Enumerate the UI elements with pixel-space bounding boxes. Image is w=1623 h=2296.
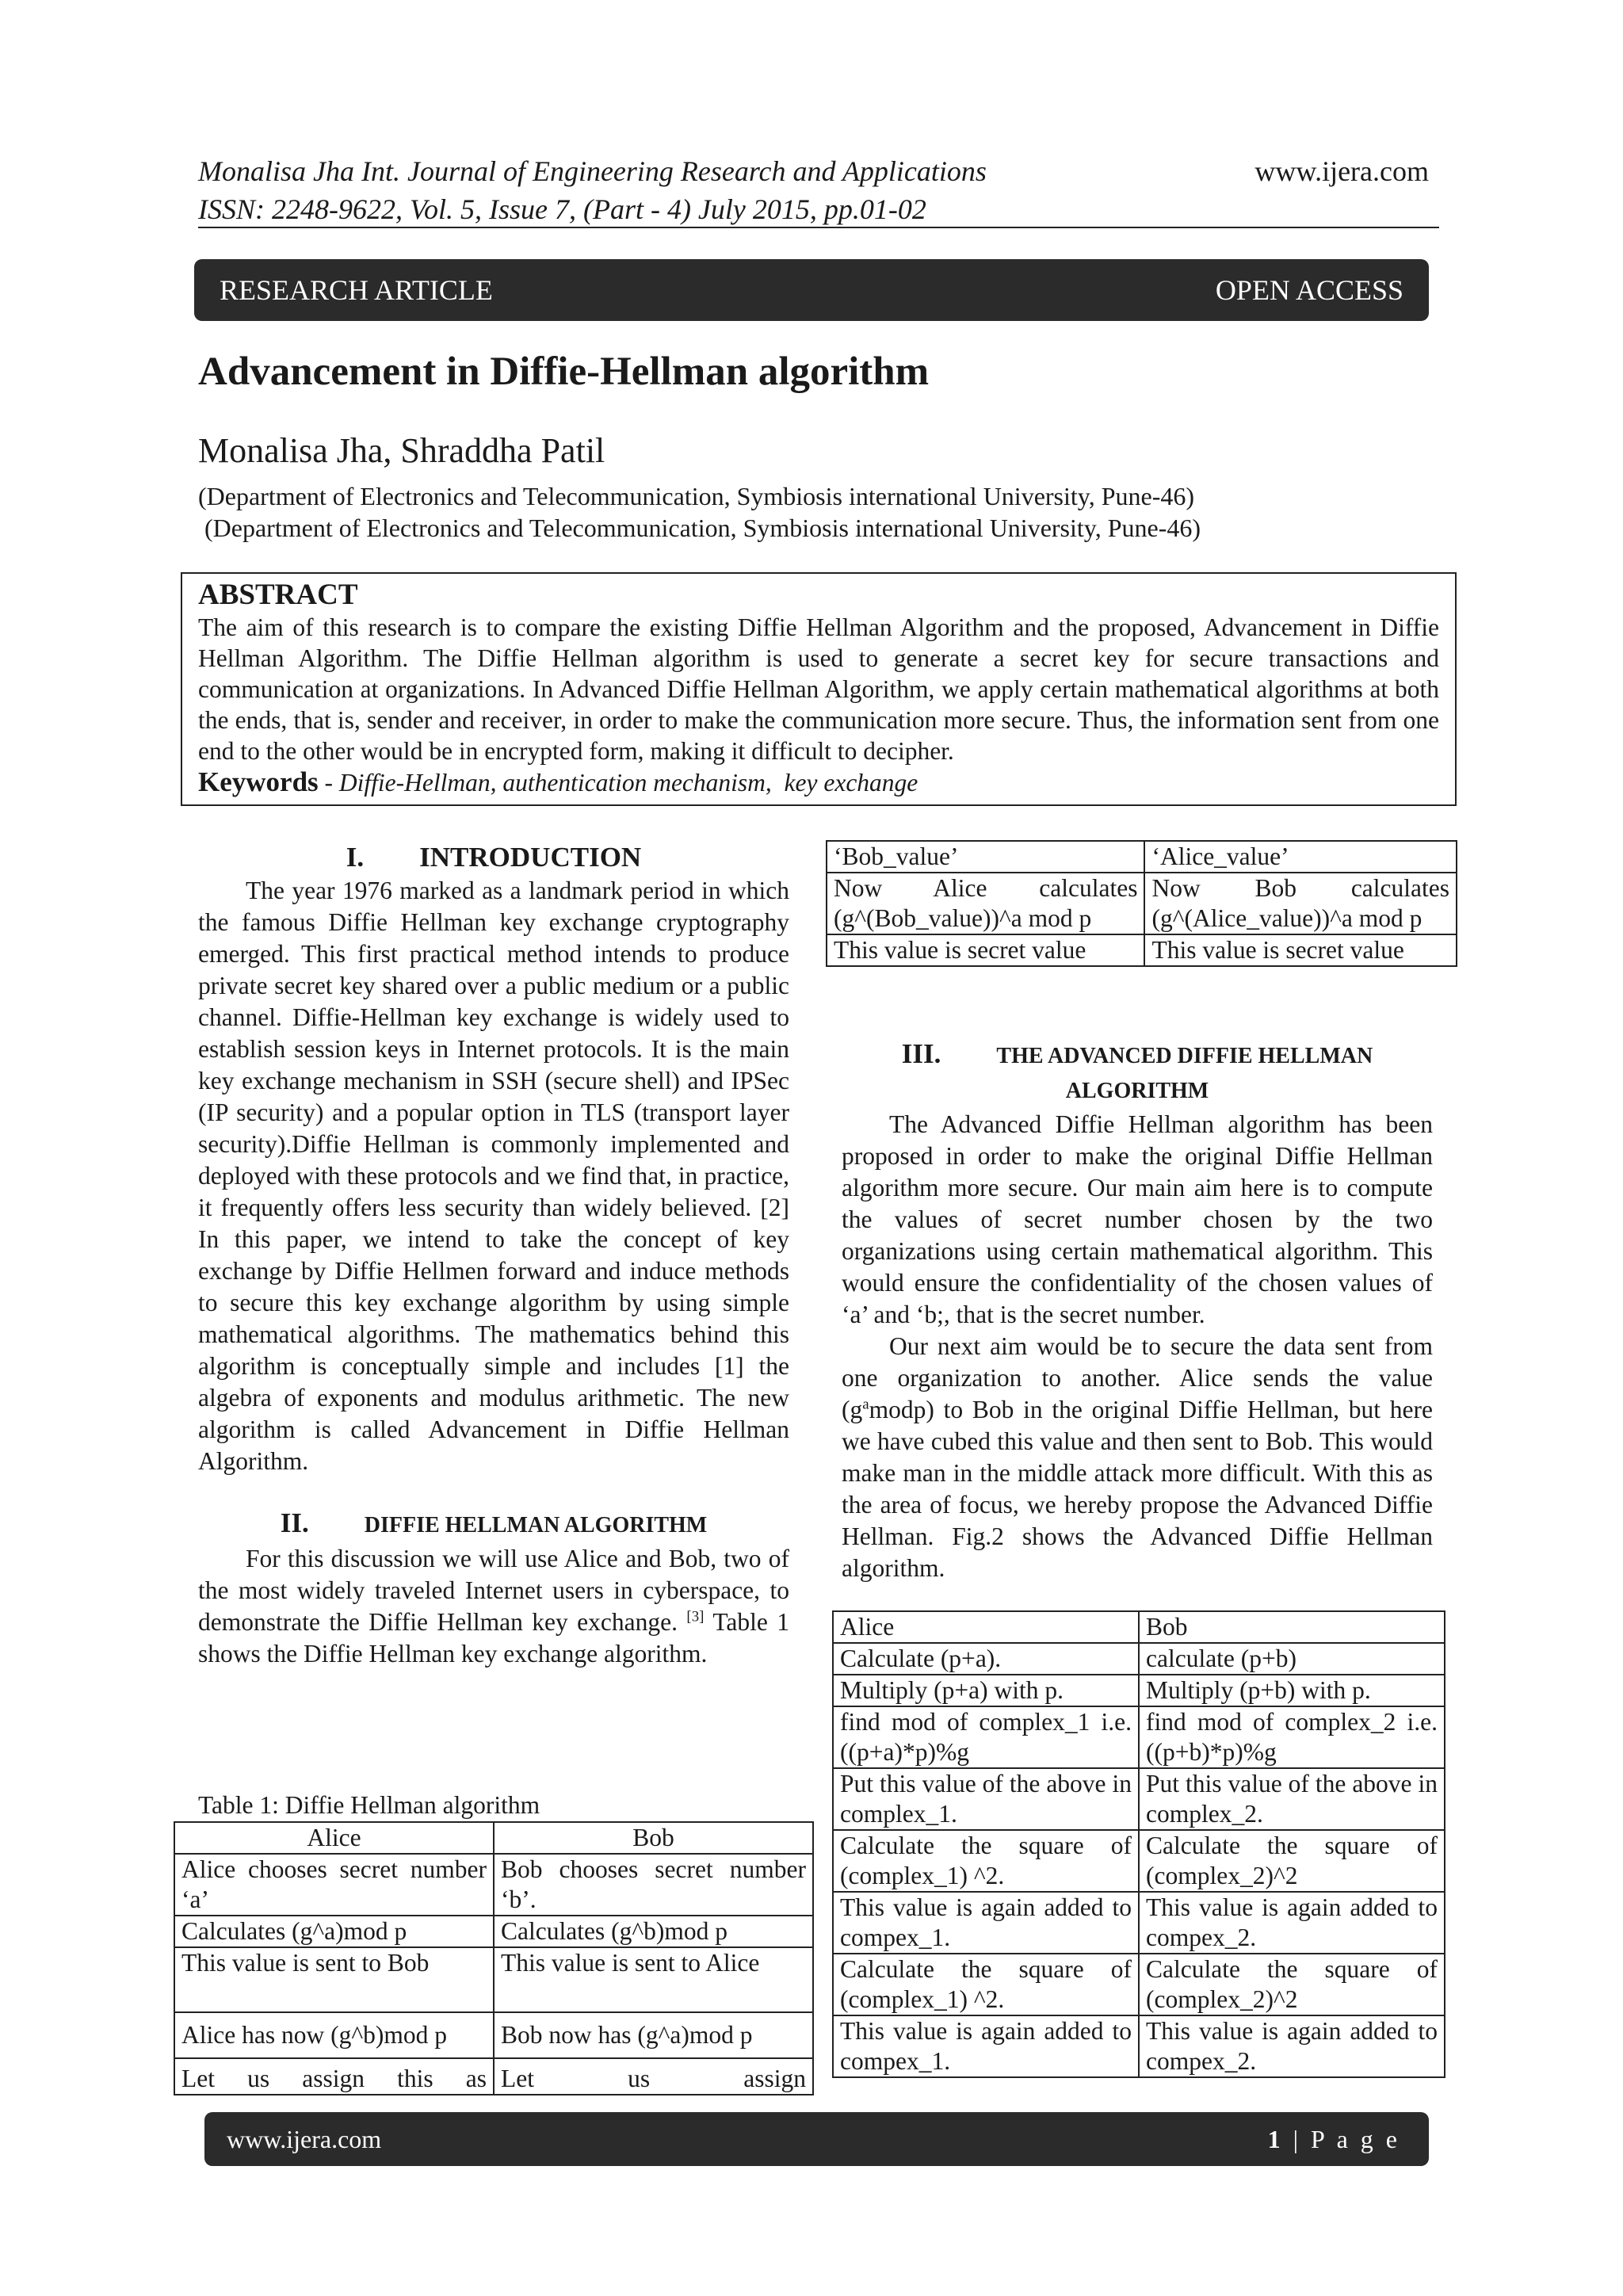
table-cell: This value is again added to compex_2. [1139, 2015, 1445, 2077]
table-cell: This value is sent to Bob [174, 1947, 494, 2012]
affiliation-2: (Department of Electronics and Telecommunication, Symbiosis international University, Pune-46) [198, 514, 1201, 542]
table-cell: find mod of complex_2 i.e.((p+b)*p)%g [1139, 1706, 1445, 1768]
adh-paragraph-2 [842, 1331, 1433, 1584]
table-row [833, 2015, 1445, 2077]
table-row [833, 1830, 1445, 1892]
journal-line-1: Monalisa Jha Int. Journal of Engineering Research and Applications [198, 155, 987, 187]
table-cell: Now Bob calculates (g^(Alice_value))^a mod p [1144, 873, 1457, 934]
research-article-label: RESEARCH ARTICLE [220, 274, 493, 306]
table-cell: Calculate the square of (complex_1) ^2. [833, 1830, 1139, 1892]
table-row [827, 873, 1457, 934]
table-row [833, 1768, 1445, 1830]
table-cell: This value is sent to Alice [494, 1947, 813, 2012]
header-divider [198, 227, 1439, 228]
table-cell: Now Alice calculates (g^(Bob_value))^a mod p [827, 873, 1144, 934]
table-row [174, 1854, 813, 1916]
left-column [198, 840, 789, 1670]
keywords-list: - Diffie-Hellman, authentication mechanism, key exchange [318, 769, 918, 797]
journal-citation [198, 152, 987, 228]
table-cell: Calculates (g^b)mod p [494, 1916, 813, 1947]
table-cell: Calculate the square of (complex_2)^2 [1139, 1954, 1445, 2015]
dh-text-cont: Table 1 shows the Diffie Hellman key exchange algorithm. [198, 1608, 790, 1668]
abstract-heading: ABSTRACT [198, 579, 358, 611]
table-row [174, 2058, 813, 2095]
table-cell: Multiply (p+b) with p. [1139, 1675, 1445, 1706]
table-row [174, 2012, 813, 2058]
table-row [833, 1643, 1445, 1675]
header-website-link[interactable]: www.ijera.com [1254, 155, 1429, 187]
dh-paragraph [198, 1543, 789, 1670]
table-header-row [174, 1822, 813, 1854]
table-cell: find mod of complex_1 i.e.((p+a)*p)%g [833, 1706, 1139, 1768]
page-footer [204, 2112, 1429, 2166]
section-number: I. [346, 842, 365, 873]
table-row [833, 1706, 1445, 1768]
table-cell: Alice has now (g^b)mod p [174, 2012, 494, 2058]
table-cell: Let us assign [494, 2058, 813, 2095]
page-number-value: 1 [1267, 2124, 1284, 2153]
table-cell: Alice chooses secret number ‘a’ [174, 1854, 494, 1916]
table-cell: Bob now has (g^a)mod p [494, 2012, 813, 2058]
table-row [827, 841, 1457, 873]
adh-paragraph-1: The Advanced Diffie Hellman algorithm has been proposed in order to make the original Diffie Hellman algorithm more secure. Our main aim here is to compute the values of secret number chosen by the two organizations using certain mathematical algorithm. This would ensure the confidentiality of the chosen values of ‘a’ and ‘b;, that is the secret number. [842, 1110, 1433, 1328]
journal-line-2: ISSN: 2248-9622, Vol. 5, Issue 7, (Part - 4) July 2015, pp.01-02 [198, 193, 926, 225]
table-cell: Calculate the square of (complex_2)^2 [1139, 1830, 1445, 1892]
table-cell: Bob chooses secret number ‘b’. [494, 1854, 813, 1916]
keywords-line [198, 766, 1439, 799]
table1-continued [826, 840, 1457, 967]
intro-paragraph: The year 1976 marked as a landmark period in which the famous Diffie Hellman key exchange cryptography emerged. This first practical method intends to produce private secret key shared over a public medium or a public channel. Diffie-Hellman key exchange is widely used to establish session keys in Internet protocols. It is the main key exchange mechanism in SSH (secure shell) and IPSec (IP security) and a popular option in TLS (transport layer security).Diffie Hellman is commonly implemented and deployed with these protocols and we find that, in practice, it frequently offers less security than widely believed. [2] In this paper, we intend to take the concept of key exchange by Diffie Hellmen forward and induce methods to secure this key exchange algorithm by using simple mathematical algorithms. The mathematics behind this algorithm is conceptually simple and includes [1] the algebra of exponents and modulus arithmetic. The new algorithm is called Advancement in Diffie Hellman Algorithm. [198, 877, 789, 1475]
table1-caption: Table 1: Diffie Hellman algorithm [198, 1791, 540, 1819]
keywords-label: Keywords [198, 766, 319, 797]
table-cell: Calculate (p+a). [833, 1643, 1139, 1675]
table-header-cell: Bob [494, 1822, 813, 1854]
table-row [833, 1954, 1445, 2015]
table-header-cell: Alice [833, 1611, 1139, 1643]
table-header-cell: Alice [174, 1822, 494, 1854]
section-intro-heading [198, 840, 789, 875]
section-title: THE ADVANCED DIFFIE HELLMAN ALGORITHM [996, 1044, 1373, 1103]
table-cell: Put this value of the above in complex_2. [1139, 1768, 1445, 1830]
paper-authors: Monalisa Jha, Shraddha Patil [198, 431, 605, 470]
table-cell: This value is secret value [827, 934, 1144, 966]
table-cell: ‘Alice_value’ [1144, 841, 1457, 873]
table-cell: This value is again added to compex_2. [1139, 1892, 1445, 1954]
paper-title: Advancement in Diffie-Hellman algorithm [198, 350, 930, 394]
table-cell: calculate (p+b) [1139, 1643, 1445, 1675]
section-number: III. [901, 1038, 941, 1069]
table-row [827, 934, 1457, 966]
table-row [174, 1916, 813, 1947]
superscript-a: a [862, 1396, 869, 1413]
table1 [174, 1821, 814, 2095]
table-cell: Put this value of the above in complex_1. [833, 1768, 1139, 1830]
article-banner [194, 259, 1429, 321]
table-cell: This value is again added to compex_1. [833, 2015, 1139, 2077]
table-row [833, 1675, 1445, 1706]
page-number [1268, 2125, 1400, 2154]
footer-website-link[interactable]: www.ijera.com [227, 2124, 382, 2153]
table-header-cell: Bob [1139, 1611, 1445, 1643]
right-column [842, 1037, 1433, 1584]
adh-text-cont: modp) to Bob in the original Diffie Hellman, but here we have cubed this value and then sent to Bob. This would make man in the middle attack more difficult. With this as the area of focus, we hereby propose the Advanced Diffie Hellman. Fig.2 shows the Advanced Diffie Hellman algorithm. [842, 1396, 1433, 1582]
dh-text: For this discussion we will use Alice and Bob, two of the most widely traveled Internet users in cyberspace, to demonstrate the Diffie Hellman key exchange. [198, 1545, 789, 1636]
section-number: II. [280, 1507, 309, 1538]
affiliation-1: (Department of Electronics and Telecommunication, Symbiosis international University, Pune-46) [198, 482, 1195, 510]
open-access-label: OPEN ACCESS [1215, 274, 1403, 306]
table-header-row [833, 1611, 1445, 1643]
table2 [832, 1610, 1445, 2078]
table-cell: This value is again added to compex_1. [833, 1892, 1139, 1954]
section-dh-heading [198, 1506, 789, 1543]
section-adh-heading [842, 1037, 1433, 1109]
abstract-text: The aim of this research is to compare the existing Diffie Hellman Algorithm and the proposed, Advancement in Diffie Hellman Algorithm. The Diffie Hellman algorithm is used to generate a secret key for secure transactions and communication at organizations. In Advanced Diffie Hellman Algorithm, we apply certain mathematical algorithms at both the ends, that is, sender and receiver, in order to make the communication more secure. Thus, the information sent from one end to the other would be in encrypted form, making it difficult to decipher. [198, 613, 1439, 765]
page-label: | P a g e [1283, 2124, 1400, 2153]
table-row [174, 1947, 813, 2012]
table-cell: Calculates (g^a)mod p [174, 1916, 494, 1947]
table-cell: ‘Bob_value’ [827, 841, 1144, 873]
citation-ref[interactable]: [3] [686, 1608, 705, 1626]
table-cell: Multiply (p+a) with p. [833, 1675, 1139, 1706]
section-title: INTRODUCTION [419, 842, 642, 873]
section-title: DIFFIE HELLMAN ALGORITHM [364, 1513, 708, 1538]
abstract-box [181, 572, 1457, 806]
adh-text: Our next aim would be to secure the data sent from one organization to another. Alice sends the value (g [842, 1332, 1433, 1423]
table-cell: Let us assign this as [174, 2058, 494, 2095]
table-cell: This value is secret value [1144, 934, 1457, 966]
table-row [833, 1892, 1445, 1954]
table-cell: Calculate the square of (complex_1) ^2. [833, 1954, 1139, 2015]
